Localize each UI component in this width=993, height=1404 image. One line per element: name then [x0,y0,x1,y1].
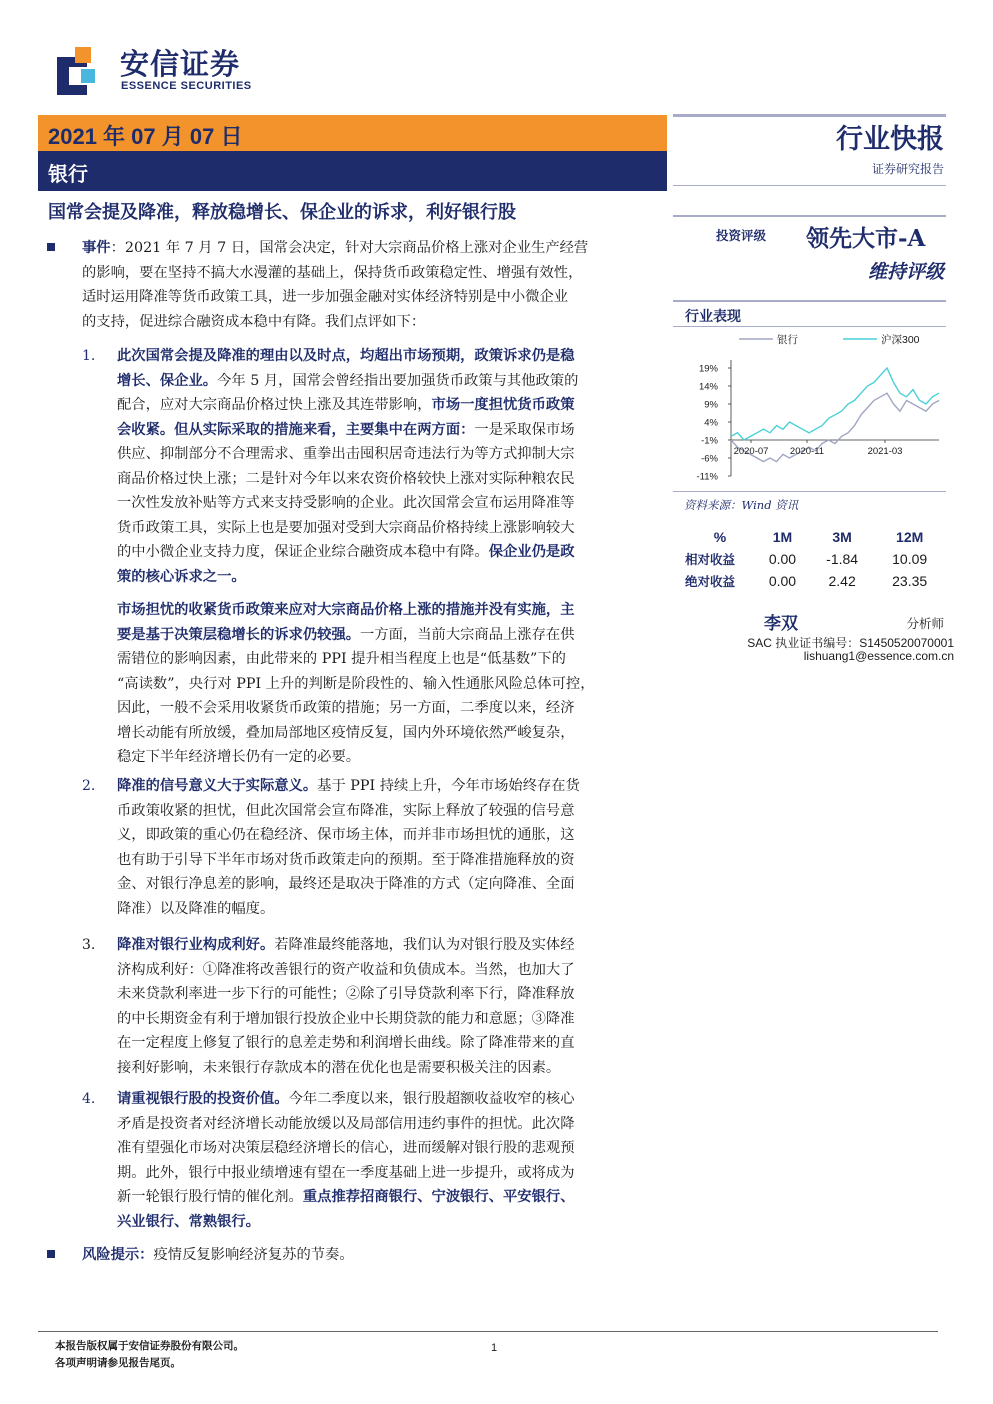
table-cell: 23.35 [892,573,928,589]
row-label: 绝对收益 [685,574,736,589]
risk-paragraph [82,1243,652,1268]
performance-title: 行业表现 [685,309,741,325]
text-run: 未来贷款利率进一步下行的可能性；②除了引导贷款利率下行，降准释放 [117,986,575,1002]
text-run: 的中长期资金有利于增加银行投放企业中长期贷款的能力和意愿；③降准 [117,1010,575,1027]
text-run: 矛盾是投资者对经济增长动能放缓以及局部信用违约事件的担忧。此次降 [117,1115,575,1132]
table-row [685,548,945,570]
text-run: 期。此外，银行中报业绩增速有望在一季度基础上进一步提升，或将成为 [117,1164,575,1181]
text-line [117,442,652,467]
text-line [117,467,652,492]
row-label: 相对收益 [685,552,736,567]
text-line [117,369,652,394]
text-line [117,623,652,648]
text-line: ：2021 年 7 月 7 日，国常会决定，针对大宗商品价格上涨对企业生产经营 [110,240,589,256]
text-run: 今年 5 月，国常会曾经指出要加强货币政策与其他政策的 [217,372,579,389]
footer-disclaimer: 各项声明请参见报告尾页。 [55,1357,181,1369]
bold-run: 降准对银行业构成利好。 [117,937,275,953]
text-run: 货币政策工具，实际上也是要加强对受到大宗商品价格持续上涨影响较大 [117,519,575,536]
x-tick-label: 2020-07 [733,446,769,457]
footer-copyright: 本报告版权属于安信证券股份有限公司。 [55,1340,244,1352]
text-run: 在一定程度上修复了银行的息差走势和利润增长曲线。除了降准带来的直 [117,1035,575,1051]
returns-table [685,526,945,592]
table-cell: 2.42 [828,573,856,589]
text-line [117,1136,652,1161]
text-line [117,540,652,565]
text-run: “高读数”，央行对 PPI 上升的判断是阶段性的、输入性通胀风险总体可控， [117,675,595,692]
text-line [117,696,652,721]
x-tick-label: 2021-03 [867,446,903,457]
page-number: 1 [491,1342,498,1354]
risk-text: 疫情反复影响经济复苏的节奏。 [153,1247,354,1263]
text-line [117,418,652,443]
text-run: 需错位的影响因素，由此带来的 PPI 提升相当程度上也是“低基数”下的 [117,651,566,667]
divider [673,491,946,492]
text-run: 准有望强化市场对决策层稳经济增长的信心，进而缓解对银行股的悲观预 [117,1140,575,1156]
analyst-role: 分析师 [906,616,944,631]
logo-text-en: ESSENCE SECURITIES [121,80,252,92]
text-run: 若降准最终能落地，我们认为对银行股及实体经 [274,937,575,953]
logo-icon [57,47,105,95]
sector-label: 银行 [48,162,88,186]
text-run: 币政策收紧的担忧，但此次国常会宣布降准，实际上释放了较强的信号意 [117,802,575,819]
text-line [117,516,652,541]
text-run: 一方面，当前大宗商品上涨存在供 [360,626,575,643]
text-line [117,1185,652,1210]
text-line [117,344,652,369]
text-line [117,721,652,746]
column-header: 12M [896,529,924,545]
bold-run: 市场担忧的收紧货币政策来应对大宗商品价格上涨的措施并没有实施，主 [117,602,575,618]
table-row [685,570,945,592]
y-tick-label: -6% [701,453,718,465]
bold-run: 会收紧。但从实际采取的措施来看，主要集中在两方面： [117,421,475,438]
text-run: 基于 PPI 持续上升，今年市场始终存在货 [317,778,580,794]
text-run: 一是采取保市场 [474,421,575,438]
bold-run: 此次国常会提及降准的理由以及时点，均超出市场预期，政策诉求仍是稳 [117,348,575,364]
text-line [117,491,652,516]
text-line [117,1031,652,1056]
text-line [117,393,652,418]
column-header: 1M [772,529,793,545]
bullet-icon [47,243,55,251]
point-4 [117,1087,652,1234]
chart-source: 资料来源：Wind 资讯 [684,498,799,512]
point-1-continued [117,598,652,770]
text-run: 今年二季度以来，银行股超额收益收窄的核心 [288,1091,575,1107]
y-tick-label: 19% [698,363,718,375]
bold-run: 要是基于决策层稳增长的诉求仍较强。 [117,626,361,643]
text-line [117,823,652,848]
performance-chart [673,328,946,490]
analyst-name: 李双 [764,614,798,634]
sector-banner [38,151,667,191]
text-run: 降准）以及降准的幅度。 [117,900,275,917]
risk-label: 风险提示： [82,1247,154,1263]
y-tick-label: 9% [704,399,718,411]
text-line: 的影响，要在坚持不搞大水漫灌的基础上，保持货币政策稳定性、增强有效性， [82,264,583,281]
report-subtitle: 证券研究报告 [871,162,944,176]
text-run: 济构成利好：①降准将改善银行的资产收益和负债成本。当然，也加大了 [117,961,575,978]
text-line [117,872,652,897]
analyst-sac-number: SAC 执业证书编号：S1450520070001 [747,636,954,650]
text-line [117,1161,652,1186]
text-line [117,1087,652,1112]
text-run: 新一轮银行股行情的催化剂。 [117,1189,303,1205]
text-line [117,774,652,799]
point-number: 4. [82,1091,96,1107]
text-line [117,565,652,590]
text-run: 的中小微企业支持力度，保证企业综合融资成本稳中有降。 [117,544,489,560]
text-line [117,799,652,824]
bold-run: 市场一度担忧货币政策 [431,397,575,413]
text-run: 供应、抑制部分不合理需求、重拳出击囤积居奇违法行为等方式抑制大宗 [117,446,575,462]
y-tick-label: 14% [698,381,718,393]
column-header: 3M [832,529,852,545]
legend-label: 银行 [777,334,798,346]
bold-run: 重点推荐招商银行、宁波银行、平安银行、 [302,1189,575,1205]
text-line [117,982,652,1007]
column-header: % [713,529,727,545]
legend-label: 沪深300 [881,334,920,346]
text-run: 义，即政策的重心仍在稳经济、保市场主体，而并非市场担忧的通胀，这 [117,827,575,843]
text-run: 稳定下半年经济增长仍有一定的必要。 [117,749,361,765]
rating-label: 投资评级 [716,228,767,243]
text-run: 配合，应对大宗商品价格过快上涨及其连带影响， [117,397,432,413]
bold-run: 兴业银行、常熟银行。 [117,1213,260,1230]
divider [673,215,946,217]
rating-action: 维持评级 [867,261,944,283]
bold-run: 降准的信号意义大于实际意义。 [117,778,318,794]
analyst-email[interactable]: lishuang1@essence.com.cn [803,649,954,663]
text-line [117,598,652,623]
footer-divider [38,1331,938,1332]
text-line: 适时运用降准等货币政策工具，进一步加强金融对实体经济特别是中小微企业 [82,289,569,305]
point-number: 1. [82,348,96,364]
report-type: 行业快报 [836,124,944,155]
text-line [117,848,652,873]
point-2 [117,774,652,921]
point-3 [117,933,652,1080]
text-line [117,1007,652,1032]
page-title: 国常会提及降准，释放稳增长、保企业的诉求，利好银行股 [48,202,516,223]
text-line [117,958,652,983]
divider [673,300,946,302]
rating-value: 领先大市-A [806,225,926,252]
y-tick-label: 4% [704,417,718,429]
text-line [117,1112,652,1137]
x-tick-label: 2020-11 [789,446,825,457]
text-run: 也有助于引导下半年市场对货币政策走向的预期。至于降准措施释放的资 [117,851,575,868]
text-run: 商品价格过快上涨；二是针对今年以来农资价格较快上涨对实际种粮农民 [117,470,575,487]
text-run: 一次性发放补贴等方式来支持受影响的企业。此次国常会宣布运用降准等 [117,495,575,511]
bullet-icon [47,1250,55,1258]
table-header-row [685,526,945,548]
text-line [117,933,652,958]
point-number: 3. [82,937,96,953]
bold-run: 增长、保企业。 [117,372,218,389]
y-tick-label: -11% [696,471,718,483]
text-line [117,745,652,770]
text-line: 的支持，促进综合融资成本稳中有降。我们点评如下： [82,313,426,330]
report-date: 2021 年 07 月 07 日 [48,124,243,149]
text-run: 增长动能有所放缓，叠加局部地区疫情反复，国内外环境依然严峻复杂， [117,724,575,741]
text-run: 因此，一般不会采用收紧货币政策的措施；另一方面，二季度以来，经济 [117,700,575,716]
bold-run: 保企业仍是政 [488,544,575,560]
table-cell: 0.00 [768,573,797,589]
divider [673,185,946,186]
text-run: 金、对银行净息差的影响，最终还是取决于降准的方式（定向降准、全面 [117,876,575,892]
table-cell: 10.09 [892,551,928,567]
text-line [117,897,652,922]
point-number: 2. [82,778,96,794]
y-tick-label: -1% [701,435,718,447]
logo-text-cn: 安信证券 [120,49,241,81]
text-run: 接利好影响，未来银行存款成本的潜在优化也是需要积极关注的因素。 [117,1059,561,1076]
table-cell: -1.84 [826,551,859,567]
point-1 [117,344,652,589]
bold-run: 请重视银行股的投资价值。 [117,1091,289,1107]
table-cell: 0.00 [768,551,797,567]
series-line [731,368,939,440]
bold-run: 策的核心诉求之一。 [117,568,246,585]
event-paragraph [82,236,652,334]
text-line [117,647,652,672]
divider [673,326,946,327]
text-line [117,1210,652,1235]
text-line [117,672,652,697]
event-label: 事件 [82,240,111,256]
text-line [117,1056,652,1081]
